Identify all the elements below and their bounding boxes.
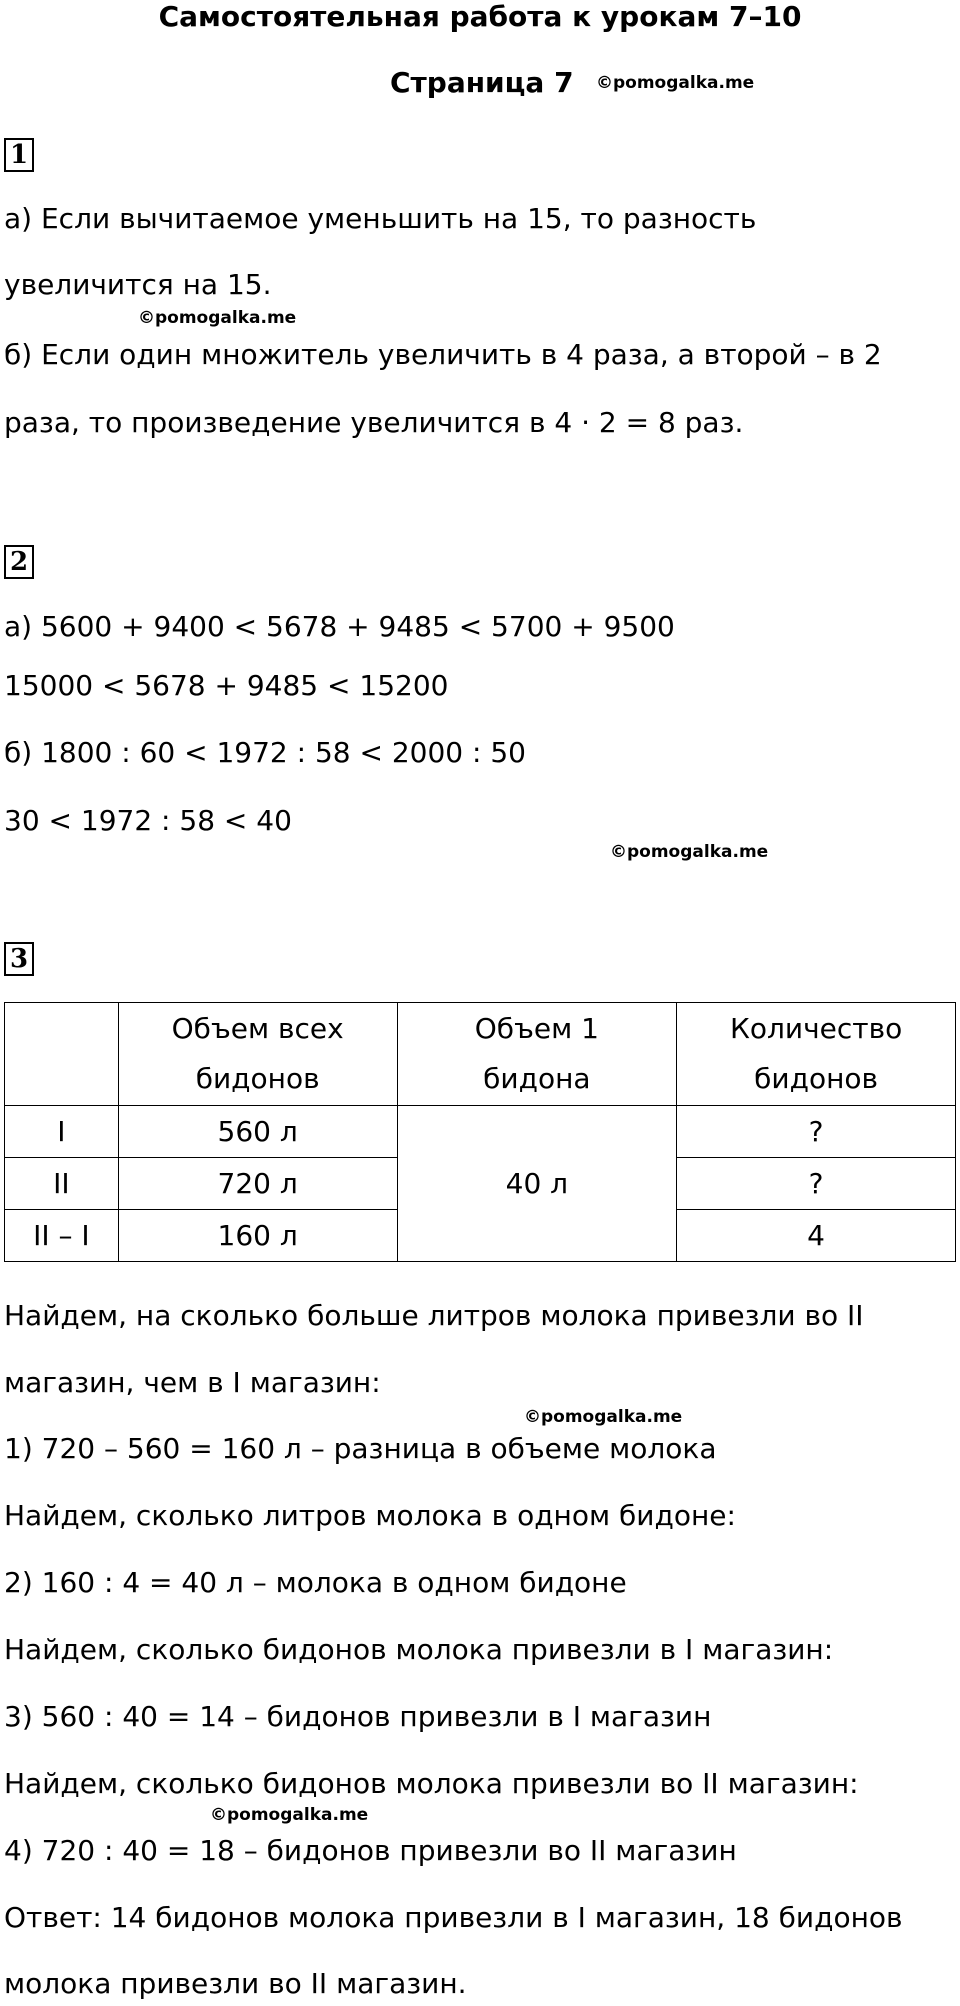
- text-line: а) 5600 + 9400 < 5678 + 9485 < 5700 + 9500: [4, 610, 675, 643]
- text-line: 2) 160 : 4 = 40 л – молока в одном бидоне: [4, 1566, 627, 1599]
- text-line: Найдем, сколько литров молока в одном бидоне:: [4, 1499, 736, 1532]
- watermark: ©pomogalka.me: [138, 308, 297, 328]
- text-line: 1) 720 – 560 = 160 л – разница в объеме молока: [4, 1432, 717, 1465]
- text-line: б) Если один множитель увеличить в 4 раза, а второй – в 2: [4, 338, 882, 371]
- table-cell: ?: [677, 1158, 956, 1210]
- text-line: увеличится на 15.: [4, 268, 272, 301]
- text-line: Найдем, сколько бидонов молока привезли в I магазин:: [4, 1633, 834, 1666]
- table-header-cell: Количество бидонов: [677, 1003, 956, 1106]
- table-header-cell: Объем всех бидонов: [118, 1003, 397, 1106]
- table-cell: 160 л: [118, 1210, 397, 1262]
- text-line: 3) 560 : 40 = 14 – бидонов привезли в I магазин: [4, 1700, 712, 1733]
- table-header-row: [5, 1003, 956, 1106]
- task-number-box: 1: [4, 138, 34, 172]
- text-line: Найдем, сколько бидонов молока привезли во II магазин:: [4, 1767, 859, 1800]
- table-header-cell: [5, 1003, 119, 1106]
- table-cell: II: [5, 1158, 119, 1210]
- text-line: Ответ: 14 бидонов молока привезли в I магазин, 18 бидонов: [4, 1901, 903, 1934]
- text-line: б) 1800 : 60 < 1972 : 58 < 2000 : 50: [4, 736, 526, 769]
- text-line: молока привезли во II магазин.: [4, 1967, 467, 2000]
- task-number-box: 3: [4, 942, 34, 976]
- task-number-box: 2: [4, 545, 34, 579]
- page-title: Самостоятельная работа к урокам 7–10: [158, 0, 802, 33]
- text-line: магазин, чем в I магазин:: [4, 1366, 381, 1399]
- table-cell: 560 л: [118, 1106, 397, 1158]
- watermark: ©pomogalka.me: [596, 73, 755, 93]
- text-line: 4) 720 : 40 = 18 – бидонов привезли во II магазин: [4, 1834, 737, 1867]
- table-header-cell: Объем 1 бидона: [397, 1003, 677, 1106]
- text-line: Найдем, на сколько больше литров молока привезли во II: [4, 1299, 864, 1332]
- data-table: [4, 1002, 956, 1262]
- watermark: ©pomogalka.me: [524, 1407, 683, 1427]
- text-line: 15000 < 5678 + 9485 < 15200: [4, 669, 449, 702]
- table-cell: II – I: [5, 1210, 119, 1262]
- watermark: ©pomogalka.me: [610, 842, 769, 862]
- text-line: 30 < 1972 : 58 < 40: [4, 804, 292, 837]
- table-row: [5, 1106, 956, 1158]
- table-cell: I: [5, 1106, 119, 1158]
- text-line: а) Если вычитаемое уменьшить на 15, то разность: [4, 202, 757, 235]
- table-cell: 40 л: [397, 1106, 677, 1262]
- watermark: ©pomogalka.me: [210, 1805, 369, 1825]
- table-cell: ?: [677, 1106, 956, 1158]
- table-cell: 4: [677, 1210, 956, 1262]
- text-line: раза, то произведение увеличится в 4 · 2 = 8 раз.: [4, 406, 744, 439]
- table-cell: 720 л: [118, 1158, 397, 1210]
- page-number: Страница 7: [390, 66, 574, 99]
